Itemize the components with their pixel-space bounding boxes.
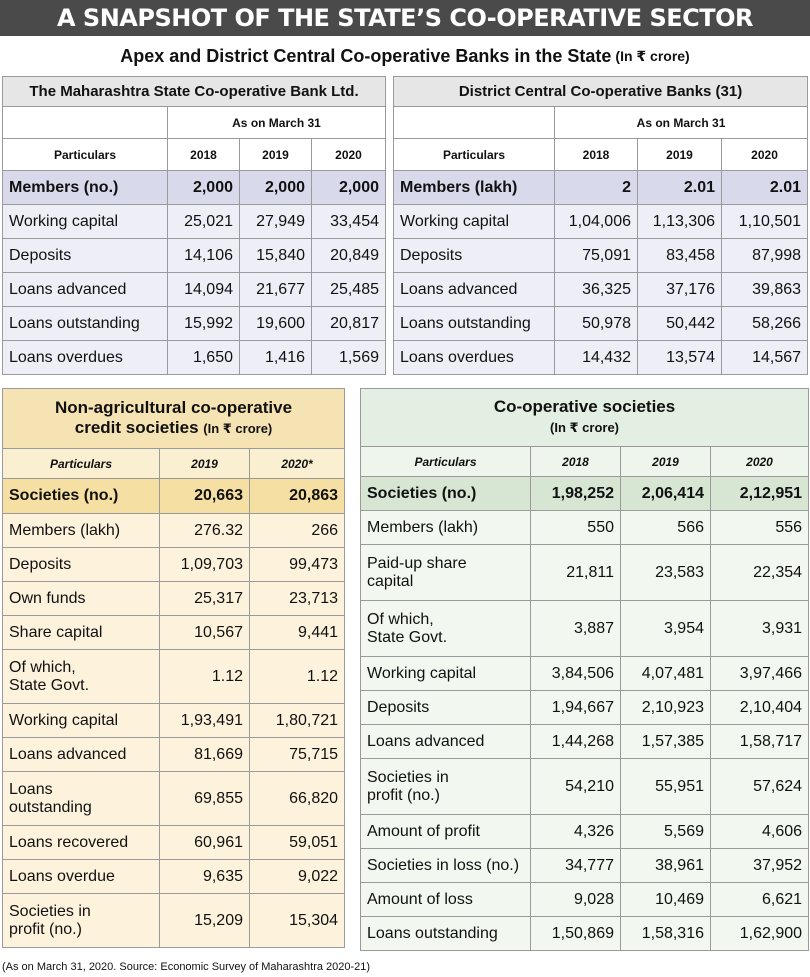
- row-label: Loans outstanding: [394, 307, 555, 341]
- cell-value: 2,12,951: [711, 477, 809, 511]
- nonagri-title-line2: credit societies: [74, 418, 199, 437]
- row-label: [3, 772, 160, 826]
- cell-value: 33,454: [312, 205, 386, 239]
- cell-value: 99,473: [250, 548, 345, 582]
- table-row: [361, 917, 809, 951]
- subtitle-text: Apex and District Central Co-operative Banks in the State: [120, 45, 612, 66]
- cell-value: 10,469: [621, 883, 711, 917]
- row-label-line2: profit (no.): [367, 786, 440, 804]
- table-row: [3, 650, 345, 704]
- row-label: Working capital: [3, 704, 160, 738]
- cell-value: 1,80,721: [250, 704, 345, 738]
- row-label: Loans advanced: [394, 273, 555, 307]
- cell-value: 87,998: [722, 239, 808, 273]
- societies-col-year: 2018: [531, 447, 621, 477]
- table-row: [3, 738, 345, 772]
- cell-value: 21,811: [531, 545, 621, 601]
- row-label: Loans advanced: [3, 738, 160, 772]
- cell-value: 57,624: [711, 759, 809, 815]
- mscb-col-year: 2018: [168, 139, 240, 171]
- cell-value: 58,266: [722, 307, 808, 341]
- mscb-col-particulars: Particulars: [3, 139, 168, 171]
- cell-value: 1,94,667: [531, 691, 621, 725]
- dccb-title: District Central Co-operative Banks (31): [394, 77, 808, 107]
- table-row: [394, 239, 808, 273]
- table-row: [361, 477, 809, 511]
- dccb-col-year: 2018: [555, 139, 638, 171]
- row-label: Working capital: [3, 205, 168, 239]
- cell-value: 39,863: [722, 273, 808, 307]
- table-row: [3, 273, 386, 307]
- cell-value: 13,574: [638, 341, 722, 375]
- row-label-line1: Of which,: [9, 658, 76, 676]
- dccb-col-year: 2020: [722, 139, 808, 171]
- table-row: [361, 545, 809, 601]
- mscb-as-on: As on March 31: [168, 107, 386, 139]
- mscb-col-year: 2019: [240, 139, 312, 171]
- table-row: [3, 860, 345, 894]
- cell-value: 2,000: [240, 171, 312, 205]
- row-label: Loans outstanding: [3, 307, 168, 341]
- table-row: [394, 171, 808, 205]
- cell-value: 9,022: [250, 860, 345, 894]
- societies-table: [360, 388, 809, 951]
- cell-value: 1.12: [160, 650, 250, 704]
- cell-value: 1,93,491: [160, 704, 250, 738]
- cell-value: 50,978: [555, 307, 638, 341]
- cell-value: 20,817: [312, 307, 386, 341]
- cell-value: 1,58,316: [621, 917, 711, 951]
- cell-value: 4,326: [531, 815, 621, 849]
- cell-value: 59,051: [250, 826, 345, 860]
- table-row: [361, 815, 809, 849]
- cell-value: 3,931: [711, 601, 809, 657]
- cell-value: 1,09,703: [160, 548, 250, 582]
- cell-value: 10,567: [160, 616, 250, 650]
- table-row: [3, 548, 345, 582]
- row-label-line2: outstanding: [9, 798, 92, 816]
- dccb-as-on: As on March 31: [555, 107, 808, 139]
- cell-value: 60,961: [160, 826, 250, 860]
- cell-value: 14,432: [555, 341, 638, 375]
- row-label: Working capital: [361, 657, 531, 691]
- cell-value: 3,97,466: [711, 657, 809, 691]
- row-label: [361, 545, 531, 601]
- row-label: Loans advanced: [361, 725, 531, 759]
- cell-value: 3,954: [621, 601, 711, 657]
- cell-value: 20,663: [160, 479, 250, 514]
- cell-value: 566: [621, 511, 711, 545]
- cell-value: 1,569: [312, 341, 386, 375]
- row-label: Loans overdues: [3, 341, 168, 375]
- cell-value: 266: [250, 514, 345, 548]
- cell-value: 55,951: [621, 759, 711, 815]
- nonagri-unit: (In ₹ crore): [203, 421, 273, 436]
- row-label: Members (lakh): [361, 511, 531, 545]
- cell-value: 2.01: [638, 171, 722, 205]
- cell-value: 9,635: [160, 860, 250, 894]
- row-label: Loans overdues: [394, 341, 555, 375]
- row-label-line1: Loans: [9, 780, 53, 798]
- cell-value: 25,021: [168, 205, 240, 239]
- row-label: Loans outstanding: [361, 917, 531, 951]
- mscb-blank: [3, 107, 168, 139]
- cell-value: 14,106: [168, 239, 240, 273]
- cell-value: 37,176: [638, 273, 722, 307]
- table-row: [394, 307, 808, 341]
- cell-value: 2,06,414: [621, 477, 711, 511]
- table-row: [394, 205, 808, 239]
- row-label: Amount of loss: [361, 883, 531, 917]
- table-row: [3, 704, 345, 738]
- cell-value: 21,677: [240, 273, 312, 307]
- cell-value: 27,949: [240, 205, 312, 239]
- row-label: Deposits: [3, 239, 168, 273]
- dccb-col-particulars: Particulars: [394, 139, 555, 171]
- dccb-col-year: 2019: [638, 139, 722, 171]
- cell-value: 5,569: [621, 815, 711, 849]
- cell-value: 3,887: [531, 601, 621, 657]
- table-row: [3, 341, 386, 375]
- table-row: [3, 616, 345, 650]
- table-row: [394, 273, 808, 307]
- row-label: Loans recovered: [3, 826, 160, 860]
- cell-value: 276.32: [160, 514, 250, 548]
- table-row: [3, 582, 345, 616]
- dccb-table: [393, 76, 808, 375]
- cell-value: 15,209: [160, 894, 250, 948]
- cell-value: 3,84,506: [531, 657, 621, 691]
- cell-value: 1,62,900: [711, 917, 809, 951]
- mscb-title: The Maharashtra State Co-operative Bank Ltd.: [3, 77, 386, 107]
- page-banner: A SNAPSHOT OF THE STATE’S CO-OPERATIVE SECTOR: [0, 0, 810, 36]
- cell-value: 14,567: [722, 341, 808, 375]
- row-label: Deposits: [394, 239, 555, 273]
- cell-value: 2,10,404: [711, 691, 809, 725]
- table-row: [3, 307, 386, 341]
- cell-value: 1,50,869: [531, 917, 621, 951]
- row-label-line2: State Govt.: [9, 676, 90, 694]
- row-label: [361, 759, 531, 815]
- table-row: [3, 894, 345, 948]
- table-row: [3, 239, 386, 273]
- table-row: [3, 826, 345, 860]
- footnote: (As on March 31, 2020. Source: Economic Survey of Maharashtra 2020-21): [2, 961, 371, 973]
- row-label-line1: Societies in: [367, 768, 449, 786]
- cell-value: 550: [531, 511, 621, 545]
- row-label: Deposits: [361, 691, 531, 725]
- cell-value: 81,669: [160, 738, 250, 772]
- row-label-line2: profit (no.): [9, 920, 82, 938]
- cell-value: 20,849: [312, 239, 386, 273]
- cell-value: 1,416: [240, 341, 312, 375]
- cell-value: 4,07,481: [621, 657, 711, 691]
- row-label: Working capital: [394, 205, 555, 239]
- societies-col-year: 2020: [711, 447, 809, 477]
- cell-value: 2,000: [312, 171, 386, 205]
- row-label: Societies (no.): [3, 479, 160, 514]
- table-row: [361, 601, 809, 657]
- cell-value: 1,98,252: [531, 477, 621, 511]
- cell-value: 1,10,501: [722, 205, 808, 239]
- cell-value: 38,961: [621, 849, 711, 883]
- row-label: [3, 650, 160, 704]
- row-label-line1: Of which,: [367, 610, 434, 628]
- page-subtitle: [0, 38, 810, 74]
- cell-value: 9,028: [531, 883, 621, 917]
- cell-value: 34,777: [531, 849, 621, 883]
- nonagri-table: [2, 388, 345, 948]
- table-row: [3, 171, 386, 205]
- cell-value: 15,304: [250, 894, 345, 948]
- nonagri-title: [3, 389, 345, 449]
- cell-value: 75,091: [555, 239, 638, 273]
- row-label: [361, 601, 531, 657]
- row-label: Deposits: [3, 548, 160, 582]
- table-row: [361, 759, 809, 815]
- row-label-line1: Societies in: [9, 902, 91, 920]
- row-label: Loans overdue: [3, 860, 160, 894]
- row-label: Members (no.): [3, 171, 168, 205]
- dccb-blank: [394, 107, 555, 139]
- cell-value: 1,13,306: [638, 205, 722, 239]
- mscb-table: [2, 76, 386, 375]
- cell-value: 2: [555, 171, 638, 205]
- cell-value: 1.12: [250, 650, 345, 704]
- cell-value: 25,485: [312, 273, 386, 307]
- societies-title-cell: [361, 389, 809, 447]
- table-row: [394, 341, 808, 375]
- cell-value: 23,583: [621, 545, 711, 601]
- nonagri-col-year: 2020*: [250, 449, 345, 479]
- cell-value: 1,57,385: [621, 725, 711, 759]
- cell-value: 15,840: [240, 239, 312, 273]
- cell-value: 1,650: [168, 341, 240, 375]
- table-row: [361, 511, 809, 545]
- cell-value: 4,606: [711, 815, 809, 849]
- table-row: [3, 514, 345, 548]
- row-label: Own funds: [3, 582, 160, 616]
- cell-value: 15,992: [168, 307, 240, 341]
- cell-value: 50,442: [638, 307, 722, 341]
- cell-value: 1,58,717: [711, 725, 809, 759]
- cell-value: 75,715: [250, 738, 345, 772]
- row-label-line2: capital: [367, 572, 414, 590]
- cell-value: 1,04,006: [555, 205, 638, 239]
- nonagri-col-year: 2019: [160, 449, 250, 479]
- table-row: [361, 883, 809, 917]
- societies-col-year: 2019: [621, 447, 711, 477]
- row-label: Societies in loss (no.): [361, 849, 531, 883]
- cell-value: 83,458: [638, 239, 722, 273]
- row-label: Members (lakh): [394, 171, 555, 205]
- cell-value: 37,952: [711, 849, 809, 883]
- cell-value: 54,210: [531, 759, 621, 815]
- cell-value: 23,713: [250, 582, 345, 616]
- row-label-line2: State Govt.: [367, 628, 448, 646]
- subtitle-unit: (In ₹ crore): [615, 47, 690, 64]
- cell-value: 19,600: [240, 307, 312, 341]
- row-label: Amount of profit: [361, 815, 531, 849]
- table-row: [3, 205, 386, 239]
- cell-value: 14,094: [168, 273, 240, 307]
- row-label: [3, 894, 160, 948]
- cell-value: 36,325: [555, 273, 638, 307]
- nonagri-title-line1: Non-agricultural co-operative: [54, 398, 293, 417]
- row-label: Share capital: [3, 616, 160, 650]
- societies-title: Co-operative societies: [493, 397, 676, 416]
- table-row: [361, 657, 809, 691]
- cell-value: 2,000: [168, 171, 240, 205]
- cell-value: 2.01: [722, 171, 808, 205]
- cell-value: 22,354: [711, 545, 809, 601]
- nonagri-col-particulars: Particulars: [3, 449, 160, 479]
- cell-value: 20,863: [250, 479, 345, 514]
- cell-value: 556: [711, 511, 809, 545]
- cell-value: 1,44,268: [531, 725, 621, 759]
- table-row: [361, 849, 809, 883]
- mscb-col-year: 2020: [312, 139, 386, 171]
- societies-col-particulars: Particulars: [361, 447, 531, 477]
- row-label: Societies (no.): [361, 477, 531, 511]
- row-label: Loans advanced: [3, 273, 168, 307]
- row-label-line1: Paid-up share: [367, 554, 467, 572]
- cell-value: 2,10,923: [621, 691, 711, 725]
- cell-value: 25,317: [160, 582, 250, 616]
- cell-value: 66,820: [250, 772, 345, 826]
- societies-unit: (In ₹ crore): [550, 420, 620, 435]
- row-label: Members (lakh): [3, 514, 160, 548]
- cell-value: 6,621: [711, 883, 809, 917]
- table-row: [3, 772, 345, 826]
- cell-value: 69,855: [160, 772, 250, 826]
- cell-value: 9,441: [250, 616, 345, 650]
- table-row: [361, 691, 809, 725]
- table-row: [3, 479, 345, 514]
- table-row: [361, 725, 809, 759]
